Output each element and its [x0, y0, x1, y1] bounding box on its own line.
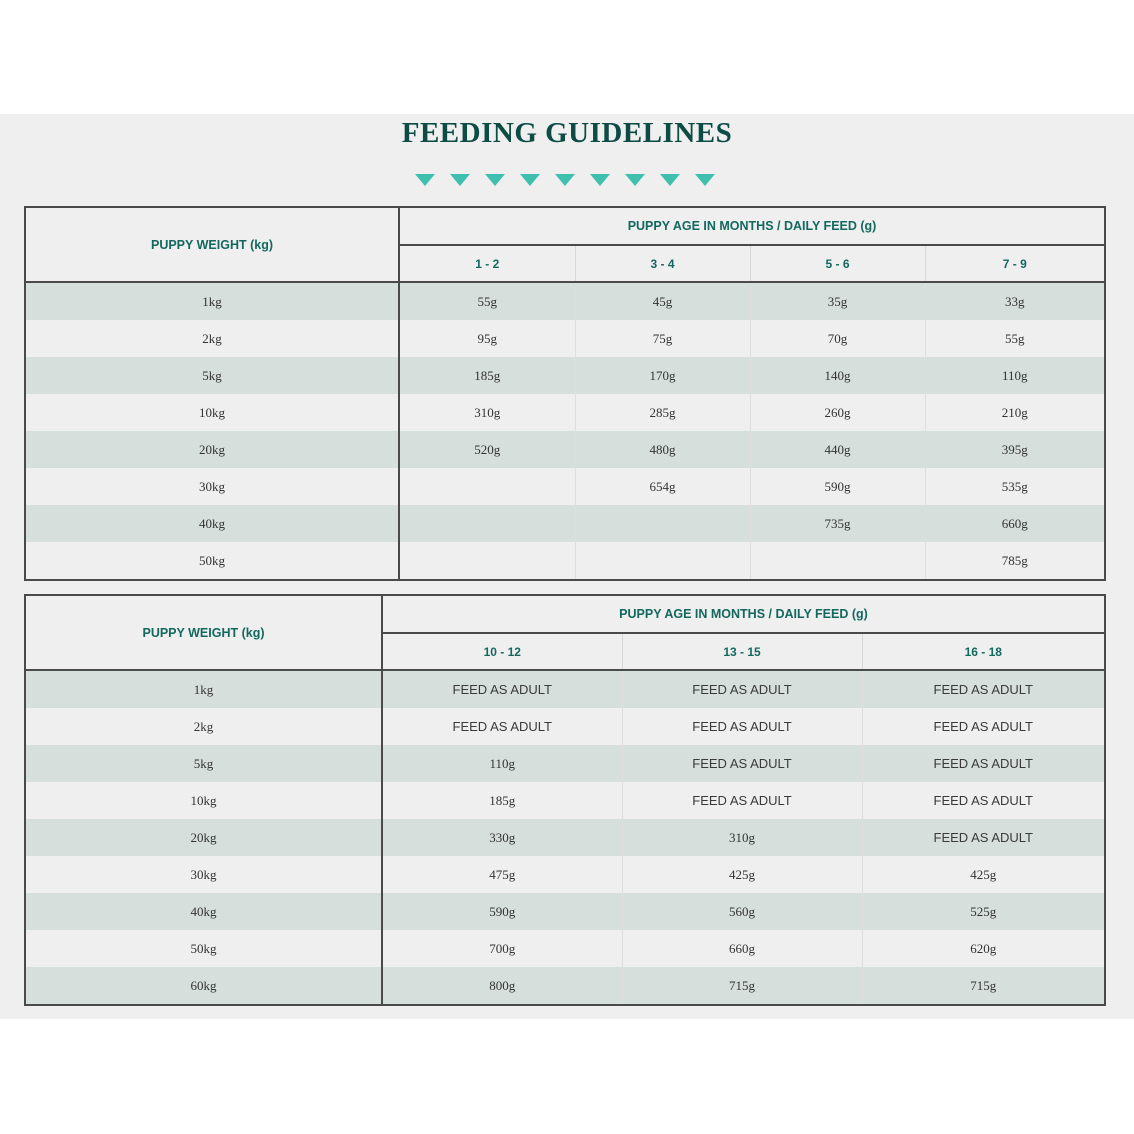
feed-amount-cell: 310g: [622, 819, 862, 856]
table-row: [25, 542, 1105, 580]
weight-cell: 20kg: [25, 819, 382, 856]
table-row: [25, 431, 1105, 468]
table-row: [25, 967, 1105, 1005]
age-column-header: 5 - 6: [750, 245, 925, 282]
feed-amount-cell: 70g: [750, 320, 925, 357]
feed-amount-cell: 75g: [575, 320, 750, 357]
weight-cell: 1kg: [25, 282, 399, 320]
weight-cell: 2kg: [25, 320, 399, 357]
feed-amount-cell: 45g: [575, 282, 750, 320]
feed-amount-cell: 185g: [382, 782, 622, 819]
weight-cell: 5kg: [25, 745, 382, 782]
feed-amount-cell: 170g: [575, 357, 750, 394]
feed-amount-cell: 715g: [622, 967, 862, 1005]
table-row: [25, 893, 1105, 930]
weight-cell: 10kg: [25, 782, 382, 819]
feeding-table-1: [24, 206, 1106, 581]
feed-amount-cell: 654g: [575, 468, 750, 505]
table-row: [25, 320, 1105, 357]
chevron-down-icon: [520, 174, 540, 186]
feed-amount-cell: 285g: [575, 394, 750, 431]
feed-amount-cell: 660g: [622, 930, 862, 967]
chevron-down-icon: [660, 174, 680, 186]
feed-amount-cell: FEED AS ADULT: [862, 745, 1105, 782]
feed-amount-cell: 110g: [925, 357, 1105, 394]
feeding-table-2: [24, 594, 1106, 1006]
feed-amount-cell: 440g: [750, 431, 925, 468]
feed-amount-cell: FEED AS ADULT: [862, 782, 1105, 819]
feed-amount-cell: 480g: [575, 431, 750, 468]
feed-amount-cell: 260g: [750, 394, 925, 431]
table-row: [25, 394, 1105, 431]
feed-amount-cell: 800g: [382, 967, 622, 1005]
table-row: [25, 745, 1105, 782]
feed-amount-cell: 185g: [399, 357, 575, 394]
feed-amount-cell: FEED AS ADULT: [862, 819, 1105, 856]
weight-cell: 40kg: [25, 893, 382, 930]
weight-column-header: PUPPY WEIGHT (kg): [25, 207, 399, 282]
feed-amount-cell: FEED AS ADULT: [622, 745, 862, 782]
feed-amount-cell: 520g: [399, 431, 575, 468]
weight-column-header: PUPPY WEIGHT (kg): [25, 595, 382, 670]
feed-amount-cell: 95g: [399, 320, 575, 357]
feed-amount-cell: 110g: [382, 745, 622, 782]
feed-amount-cell: 715g: [862, 967, 1105, 1005]
table-row: [25, 819, 1105, 856]
feed-amount-cell: 55g: [399, 282, 575, 320]
age-column-header: 10 - 12: [382, 633, 622, 670]
feed-amount-cell: FEED AS ADULT: [382, 708, 622, 745]
feed-amount-cell: 785g: [925, 542, 1105, 580]
chevron-down-icon: [555, 174, 575, 186]
table-row: [25, 282, 1105, 320]
feed-amount-cell: 700g: [382, 930, 622, 967]
table-row: [25, 782, 1105, 819]
feed-amount-cell: [750, 542, 925, 580]
feed-amount-cell: 33g: [925, 282, 1105, 320]
feed-amount-cell: [575, 542, 750, 580]
feed-amount-cell: 525g: [862, 893, 1105, 930]
weight-cell: 2kg: [25, 708, 382, 745]
feed-amount-cell: 735g: [750, 505, 925, 542]
table-row: [25, 468, 1105, 505]
feed-amount-cell: 395g: [925, 431, 1105, 468]
feed-amount-cell: [399, 468, 575, 505]
feed-amount-cell: 140g: [750, 357, 925, 394]
weight-cell: 5kg: [25, 357, 399, 394]
age-group-header: PUPPY AGE IN MONTHS / DAILY FEED (g): [399, 207, 1105, 245]
feed-amount-cell: 425g: [622, 856, 862, 893]
feed-amount-cell: 425g: [862, 856, 1105, 893]
weight-cell: 10kg: [25, 394, 399, 431]
weight-cell: 30kg: [25, 856, 382, 893]
age-column-header: 3 - 4: [575, 245, 750, 282]
age-column-header: 16 - 18: [862, 633, 1105, 670]
feed-amount-cell: FEED AS ADULT: [862, 708, 1105, 745]
feed-amount-cell: FEED AS ADULT: [622, 782, 862, 819]
table-row: [25, 708, 1105, 745]
feed-amount-cell: FEED AS ADULT: [382, 670, 622, 708]
feed-amount-cell: 590g: [382, 893, 622, 930]
age-group-header: PUPPY AGE IN MONTHS / DAILY FEED (g): [382, 595, 1105, 633]
feed-amount-cell: 535g: [925, 468, 1105, 505]
weight-cell: 50kg: [25, 542, 399, 580]
chevron-divider: [415, 174, 719, 188]
feed-amount-cell: [399, 505, 575, 542]
weight-cell: 1kg: [25, 670, 382, 708]
feed-amount-cell: 210g: [925, 394, 1105, 431]
table-row: [25, 670, 1105, 708]
feed-amount-cell: 475g: [382, 856, 622, 893]
chevron-down-icon: [625, 174, 645, 186]
feed-amount-cell: 310g: [399, 394, 575, 431]
feed-amount-cell: 560g: [622, 893, 862, 930]
feed-amount-cell: 620g: [862, 930, 1105, 967]
chevron-down-icon: [450, 174, 470, 186]
chevron-down-icon: [695, 174, 715, 186]
table-row: [25, 505, 1105, 542]
age-column-header: 1 - 2: [399, 245, 575, 282]
feed-amount-cell: 55g: [925, 320, 1105, 357]
weight-cell: 60kg: [25, 967, 382, 1005]
feed-amount-cell: [399, 542, 575, 580]
feed-amount-cell: 330g: [382, 819, 622, 856]
weight-cell: 30kg: [25, 468, 399, 505]
weight-cell: 50kg: [25, 930, 382, 967]
chevron-down-icon: [415, 174, 435, 186]
table-row: [25, 357, 1105, 394]
feed-amount-cell: FEED AS ADULT: [622, 708, 862, 745]
chevron-down-icon: [485, 174, 505, 186]
weight-cell: 20kg: [25, 431, 399, 468]
page-title: FEEDING GUIDELINES: [401, 117, 733, 149]
age-column-header: 7 - 9: [925, 245, 1105, 282]
feed-amount-cell: FEED AS ADULT: [622, 670, 862, 708]
feed-amount-cell: 660g: [925, 505, 1105, 542]
table-row: [25, 856, 1105, 893]
feed-amount-cell: [575, 505, 750, 542]
table-row: [25, 930, 1105, 967]
feed-amount-cell: 35g: [750, 282, 925, 320]
weight-cell: 40kg: [25, 505, 399, 542]
feed-amount-cell: FEED AS ADULT: [862, 670, 1105, 708]
feed-amount-cell: 590g: [750, 468, 925, 505]
chevron-down-icon: [590, 174, 610, 186]
age-column-header: 13 - 15: [622, 633, 862, 670]
